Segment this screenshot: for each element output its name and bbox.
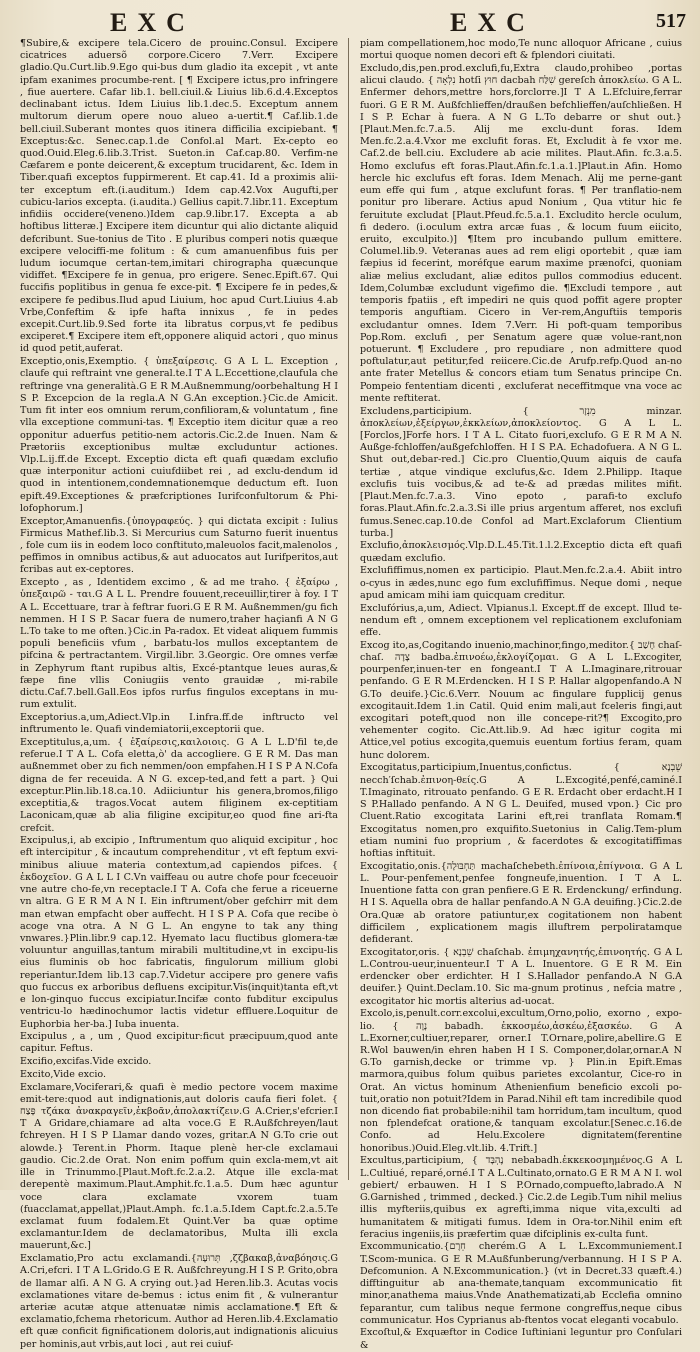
entry-exclamatio: Exclamatio,Pro actu exclamandi.{תְּרוּעָה ,ζζβακαβ,ἀναβόησις.G A.Cri,efcri. I T A L.Grido.G E R. Außfchreyung.H I S P. Grito,obra de llamar alſi. A N G. A crying out.}ad Heren.lib.3. Acutas vocis exclamationes vitare de-bemus : ictus enim fit , & vulnerantur arteriæ acutæ atque attenuatæ nimis acclamatione.¶ Eft & exclamatio,fchema rhetoricum. Author ad Heren.lib.4.Exclamatio eft quæ conficit fignificationem doloris,aut indignationis alicuius per hominis,aut vrbis,aut loci , aut rei cuiuf- (20, 1253, 339, 1350)
entry-exceptorius: Exceptorius.a,um,Adiect.Vlp.in I.infra.ff.de inftructo vel inftrumento le. Quafi vindemiatorii,exceptorii que. (20, 712, 338, 736)
entry-excipere-continued: ¶Subire,& excipere tela.Cicero de prouinc.Consul. Excipere cicatrices aduersõ corpore.Cicero 7.Verr. Excipere gladio.Qu.Curt.lib.9.Ego qui-bus dum gladio ita excepit , vt ante ipfam exanimes procumbe-rent. [ ¶ Excipere ictus,pro infringere , fiue auertere. Cafar lib.1. bell.ciuil.& Liuius lib.6.d.4.Exceptos declinabant ictus. Idem Liuius lib.1.dec.5. Exceptum annem multorum dierum opere nouo alueo a-uertit.¶ Caf.lib.1.de bell.ciuil.Suberant montes quos itinera difficilia excipiebant. ¶ Exceptus:&c. Senec.cap.1.de Confol.al Mart. Ex-cepto eo quod.Ouid.Eleg.6.lib.3.Trist. Sueton.in Caf.cap.80. Verfim-ne Cæfarem e ponte deicerent,& exceptum trucidarent, &c. Idem in Tiber.quafi exceptos fuppirmerent. Et cap.41. Id a proximis alii-ter exceptum eft.(i.auditum.) Idem cap.42.Vox Augufti,per cubicu-larios excepta. (i.audita.) Gellius capit.7.libr.11. Exceptum infidiis occidere(veneno.)Idem cap.9.libr.17. Excepta a ab hoftibus litteræ.] Excipere item dicuntur qui alio dictante aliquid defcribunt. Sue-tonius de Tito . E pluribus comperi notis quæque excipere velociffi-me folitum : & cum amanuenfibus fuis per ludum iocumque certan-tem,imitari chirographa quæcunque vidiffet. ¶Excipere fe in genua, pro erigere. Senec.Epift.67. Qui fuccifis poplitibus in genua fe exce-pit. ¶ Excipere fe in pedes,& excipere fe pedibus.Ilud apud Liuium, hoc apud Curt.Liuius 4.ab Vrbe,Confeftim & ipfe hafta innixus , fe in pedes excepit.Curt.lib.9.Sed forte ita libratus corpus,vt fe pedibus exciperet.¶ Excipere item eft,opponere aliquid actori , quo minus id quod petit,auferat. (20, 38, 338, 355)
entry-excogitator: Excogitator,oris. { שֵׁבְנָא chaſchab. ἐπιμηχανητής,ἐπινοητής. G A L L.Controu-ueur,inuenteur.I T A L. Inuentore. G E R M. Ein erdencker ober erdichter. H I S.Hallador penfando.A N G.A deuifer.} Quint.Declam.10. Sic ma-gnum protinus , nefcia matre , excogitator hic mortis alterius ad-uocat. (360, 946, 682, 1007)
page-number: 517 (656, 10, 686, 32)
entry-excogitatio: Excogitatio,onis.{תַּחְבּוּלָה machaſchebeth.ἐπίνοια,ἐπίγνοια. G A L L. Pour-penfement,penfee fongneufe,inuention. I T A L. Inuentione fatta con gran penfiere.G E R. Erdenckung/ erfindung. H I S. Aquella obra de hallar penfando.A N G.A deuifing.}Cic.2.de Ora.Quæ ab oratore patiuntur,ex cogitationem non habent difficilem , explicationem magis illuftrem perpoliratamque defiderant. (360, 860, 682, 945)
entry-exclamatio-continued: piam compellationem,hoc modo,Te nunc alloquor Africane , cuius mortui quoque nomen decori eft & fplendori ciuitati. (360, 38, 682, 62)
entry-excipulus-noun: Excipulus,i, ab excipio , Inftrumentum quo aliquid excipitur , hoc eft intercipitur , & incautum comprehenditur , vt eft feptum exvi-minibus aliuue materia contextum,ad capiendos pifces. { ἐκδοχεῖον. G A L L I C.Vn vaiffeau ou autre chofe pour fceceuoir vne autre cho-fe,vn receptacle.I T A. Cofa che ferue a riceuerne vn altra. G E R M A N I. Ein inftrument/ober gefchirr mit dem man etwan empfacht ober auffecht. H I S P A. Cofa que recibe ò acoge vna otra. A N G L. An engyne to tak any thing vnwares.}Plin.libr.9 cap.12. Hyemato lacu fluctibus glomera-tæ voluuntur anguillas,tantum mirabili multitudine,vt in excipu-lis eius fluminis ob hoc fabricatis, fingulorum millium globi reperiantur.Idem lib.13 cap.7.Videtur accipere pro genere vafis quo fuccus ex arboribus defluens excipitur.Vis(inquit)tanta eft,vt e lon-ginquo fuccus excipiatur.Incifæ conto fubditur excipulus ventricu-lo hædinochumor lactis videtur effluere.Loquitur de Euphorbia her-ba.] Iuba inuenta. (20, 835, 338, 1030)
entry-exclusorius: Exclufórius,a,um, Adiect. Vlpianus.l. Except.ff de except. Illud te-nendum eft , omnem exceptionem vel replicationem exclufoniam effe. (360, 602, 682, 638)
header-right-guideword: EXC (450, 8, 535, 37)
entry-excepto: Excepto , as , Identidem excimo , & ad me traho. { ἐξαίρω , ὑπεξαιρῶ - ται.G A L L. Prendre fouuent,receuillir,tirer à foy. I T A L. Eccettuare, trar à feftrar fuori.G E R M. Außnemmen/gu fich nemmen. H I S P. Sacar fuera de numero,traher haçianfi A N G L.To take to me often.}Cic.in Pa-radox. Et videat aliquem fummis populi beneficiis vfum , barbatu-los mullos exceptantem de pifcina & pertractantem. Virgil.libr. 3.Georgic. Ore omnes verfæ in Zephyrum ftant rupibus altis, Excé-ptantque leues auras,& fæpe fine vllis Coniugiis vento grauidæ , mi-rabile dictu.Caf.7.bell.Gall.Eos ipfos rurfus fingulos exceptans in mu-rum extulit. (20, 577, 338, 711)
entry-excommunicatio: Excommunicatio.{חֵרֶם cherém.G A L L.Excommuniement.I T.Scom-munica. G E R M.Außfunberung/verbannung. H I S P A. Defcomunion. A N.Excommunication.} (vt in Decret.33 quæft.4.) difftinguitur ab ana-themate,tanquam excommunicatio fit minor,anathema maius.Vnde Anathematizati,ab Ecclefia omnino feparantur, cum talibus neque fermone congreffus,neque cibus communicatur. Hos Cyprianus ab-ftentos vocat eleganti vocabulo. (360, 1241, 682, 1326)
left-column (20, 38, 339, 1350)
entry-exclusio: Exclufio,ἀποκλεισμός.Vlp.D.L.45.Tit.1.l.2.Exceptio dicta eft quafi quædam exclufio. (360, 540, 682, 564)
entry-exclusissimus: Exclufiffimus,nomen ex participio. Plaut.Men.fc.2.a.4. Abiit intro o-cyus in ædes,nunc ego fum exclufiffimus. Neque domi , neque apud amicam mihi iam quicquam creditur. (360, 565, 682, 601)
entry-excogitatus: Excogitatus,participium,Inuentus,confictus. { שֵׁבְנָא necch′ſchab.ἐπινοη-θείς.G A L.Excogité,penfé,caminé.I T.Imaginato, ritrouato penfando. G E R. Erdacht ober erdacht.H I S P.Hallado penfando. A N G L. Deuifed, mused vpon.} Cic pro Cluent.Ratio excogitata Larini eft,rei tranflata Romam.¶ Excogitatus nomen,pro exquifito.Suetonius in Calig.Tem-plum etiam numini fuo proprium , & facerdotes & excogitatiffimas hoftias inftituit. (360, 762, 682, 859)
entry-exceptor: Exceptor,Amanuenfis.{ὑπογραφεύς. } qui dictata excipit : Iulius Firmicus Mathef.lib.3. Si Mercurius cum Saturno fuerit inuentus , fole cum iis in eodem loco conftituto,maleuolos facit,malenolos , peffimos in omnibus actibus,& aut aduocatos aut Iurifperitos,aut fcribas aut ex-ceptores. (20, 515, 338, 576)
entry-exclamare: Exclamare,Vociferari,& quafi è medio pectore vocem maxime emit-tere:quod aut indignationis,aut doloris caufa fieri folet. { פָּצַח τζάκα ἀνακραγεῖν,ἐκβοᾶν,ἀπολακτίζειν.G A.Crier,s'efcrier.I T A Gridare,chiamare ad alta voce.G E R.Außfchreyen/laut fchreyen. H I S P Llamar dando vozes, gritar.A N G.To crie out alowde.} Terent.in Phorm. Itaque plenè her-cle exclamaui gaudio. Cic.2.de Orat. Non enim poffum quin excla-mem,vt ait ille in Trinummo.[Plaut.Moft.fc.2.a.2. Atque ille excla-mat derepentè maximum.Plaut.Amphit.fc.1.a.5. Dum hæc aguntur voce clara exclamate vxorem tuam (fuacclamat,appellat,)Plaut.Amph. fc.1.a.5.Idem Capt.fc.2.a.5.Te exclamat fuum fodalem.Et Quint.Ver ba quæ optime exclamantur.Idem de declamatoribus, Multa illi excla mauerunt,&c.] (20, 1081, 338, 1252)
entry-exconsul: Excoſtul,& Exquæftor in Codice Iuftiniani leguntur pro Conſulari & (360, 1327, 682, 1351)
running-header (0, 4, 700, 36)
entry-excogito: Excog ito,as,Cogitando inuenio,machinor,fingo,meditor.{ חָשַׁב chaſ-chaſ. צָדָה badba.ἐπινοέω,ἐκλογίζομαι. G A L L.Excogiter, pourpenfer,inuen-ter en fongeant.I T A L.Imaginare,ritrouar penfando. G E R M.Erdencken. H I S P. Hallar algopenfando.A N G.To deuife.}Cic.6.Verr. Nouum ac fingulare fupplicij genus excogitauit.Idem 1.in Catil. Quid enim mali,aut fceleris fingi,aut excogitari poteft,quod non ille concepe-rit?¶ Excogito,pro vehementer cogito. Cic.Att.lib.9. Ad hæc igitur cogita mi Attice,vel potius excogita,quemuis euentum fortius feram, quam hunc dolorem. (360, 639, 682, 761)
entry-excipulus-adj: Excipulus , a , um , Quod excipitur:ficut præcipuum,quod ante capitur. Feftus. (20, 1031, 338, 1055)
entry-excultus: Excultus,participium, { נֶהְבָּד nebabadh.ἐκκεκοσμημένος.G A L L.Cultiué, reparé,orné.I T A L.Cultinato,ornato.G E R M A N I. wol gebiert/ erbauwen. H I S P.Ornado,compuefto,labrado.A N G.Garnished , trimmed , decked.} Cic.2.de Legib.Tum nihil melius illis myfteriis,quibus ex agrefti,imma nique vita,exculti ad humanitatem & mitigati fumus. Idem in Ora-tor.Nihil enim eft feracius ingeniis,iis præfertim quæ difciplinis ex-culta funt. (360, 1155, 682, 1240)
header-left-guideword: EXC (110, 8, 195, 37)
entry-excito: Excito,Vide excio. (20, 1068, 106, 1080)
entry-excludens: Excludens,participium. { מִנְזָר minzar. ἀποκλείων,ἐξείργων,ἐκκλείων,ἀποκλείοντος. G A L L. [Forclos,]Forfe hors. I T A L. Citato fuori,exclufo. G E R M A N. Außge-fchloffen/außgefchloffen. H I S P.A. Echadofuera. A N G L. Shut out,debar-red.] Cic.pro Cluentio,Quum aiquis de caufa tertiæ , atque vindique exclufus,&c. Idem 2.Philipp. Itaque exclufis tuis vocibus,& ad te-& ad prædas milites mifit.[Plaut.Men.fc.7.a.3. Vino epoto , parafi-to exclufo foras.Plaut.Afin.fc.2.a.3.Si ille prius argentum afferet, nos exclufi fumus.Senec.cap.10.de Confol ad Mart.Exclaforum Clientium turba.] (360, 405, 683, 539)
entry-excludo: Excludo,dis,pen.prod.exclufi,fu,Extra claudo,prohibeo ,portas alicui claudo. { נִלְאָה hotſi חוּץ dacbah שִׁלַּח gereſch ἀποκλείω. G A L. Enfermer dehors,mettre hors,forclorre.]I T A L.Efcluire,ferrar fuori. G E R M. Außfchlieffen/draußen befchlieffen/auſchließen. H I S P. Echar à fuera. A N G L.To debarre or shut out.} [Plaut.Men.fc.7.a.5. Alij me exclu-dunt foras. Idem Men.fc.2.a.4.Vxor me exclufit foras. Et, Excludit à fe vxor me. Caf.2.de bell.ciu. Excludere ab acie milites. Plaut.Afin. fc.3.a.5. Homo exclufus eft foras.Plaut.Afin.fc.1.a.1.]Plaut.in Afin. Homo hercle hic exclufus eft foras. Idem Menach. Alij me perne-gant eum effe qui fum , atque exclufunt foras. ¶ Per tranflatio-nem ponitur pro liberare. Actius apud Nonium , Qua vtitur hic fe feruitute excludat [Plaut.Pfeud.fc.5.a.1. Excludito hercle oculum, fi dedero. (i.oculum extra arcæ fuas , & locum fuum eiicito, eruito, exculpito.)] ¶Item pro incubando pullum emittere. Columel.lib.9. Veteranas aues ad rem eligi oportebit , quæ iam fæpius id fecerint, moréfque earum maxime prænofci, quoniam aliæ melius excludant, aliæ editos pullos commodius educent. Idem,Columbæ excludunt vigefimo die. ¶Excludi tempore , aut temporis fpatiis , eft impediri ne quis quod poffit agere propter temporis anguftiam. Cicero in Ver-rem,Anguftiis temporis excludantur omnes. Idem 7.Verr. Hi poft-quam temporibus Pop.Rom. exclufi , per Senatum agere quæ volue-rant,non potuerunt. ¶ Excludere , pro repudiare , non admittere quod poftulatur,aut petitur,fed reiicere.Cic.de Arufp.refp.Quod an-no ante frater Metellus & concors etiam tum Senatus principe Cn. Pompeio fententiam dicenti , excluferat neceffitmque vna voce ac mente reftiterat. (360, 62, 682, 404)
column-divider (348, 38, 349, 1180)
entry-excisio: Excifio,excifas.Vide excido. (20, 1056, 152, 1068)
entry-excolo: Excolo,is,penult.corr.excolui,excultum,Orno,polio, exorno , expo-lio. { נָוָה babadh. ἐκκοσμέω,ἀσκέω,ἐξασκέω. G A L.Exorner,cultiuer,reparer, orner.I T.Ornare,polire,abellire.G E R.Wol bauwen/in ehren haben H I S. Componer,dolar,ornar.A N G.To garnish,decke or trimme vp. } Plin.in Epift.Emas marmora,quibus folum quibus parietes excolantur, Cice-ro in Orat. An victus hominum Athenienfium beneficio excoli po-tuit,oratio non potuit?Idem in Parad.Nihil eft tam incredibile quod non dicendo fiat probabile:nihil tam horridum,tam incultum, quod non fplendefcat oratione,& tanquam excolatur.[Senec.c.16.de Confo. ad Helu.Excolere dignitatem(ferentine honoribus.)Ouid.Eleg.vlt.lib. 4.Trift.] (360, 1008, 682, 1154)
right-column (360, 38, 683, 1351)
entry-exceptio: Exceptio,onis,Exemptio. { ὑπεξαίρεσις. G A L L. Exception , claufe qui reftraint vne general.te.I T A L.Eccettione,claufula che reftringe vna generalità.G E R M.Außnemmung/oorbehaltung H I S P. Excepcion de la regla.A N G.An exception.}Cic.de Amicit. Tum fit inter eos omnium rerum,confilioram,& voluntatum , fine vlla exceptione communi-tas. ¶ Exceptio item dicitur quæ a reo opponitur aduerfus petitio-nem actoris.Cic.2.de Inuen. Nam & Prætoriis exceptionibus multæ excluduntur actiones. Vlp.L.ij.ff.de Except. Exceptio dicta eft quafi quædam exclufio quæ interponitur actioni cuiufdiibet rei , ad exclu-dendum id quod in intentionem,condemnationemque deductum eft. Iuon epift.49.Exceptiones & præfcriptiones Iurifconfultorum & Phi-lofophorum.] (20, 356, 338, 514)
entry-exceptitulus: Exceptitulus,a,um. { ἐξαίρεσις,καιλοιοις. G A L L.D'fil te,de referue.I T A L. Cofa eletta,ò' da accogliere. G E R M. Das man außnemmet ober zu fich nemmen/oon empfahen.H I S P A N.Cofa digna de fer receuida. A N G. excep-ted,and fett a part. } Qui exceptur.Plin.lib.18.ca.10. Adiiciuntur his genera,bromos,filigo exceptitia,& tragos.Vocat autem filiginem ex-ceptitiam Laconicam,quæ ab alia filigine excipitur,eo quod fine ari-fta crefcit. (20, 736, 338, 834)
